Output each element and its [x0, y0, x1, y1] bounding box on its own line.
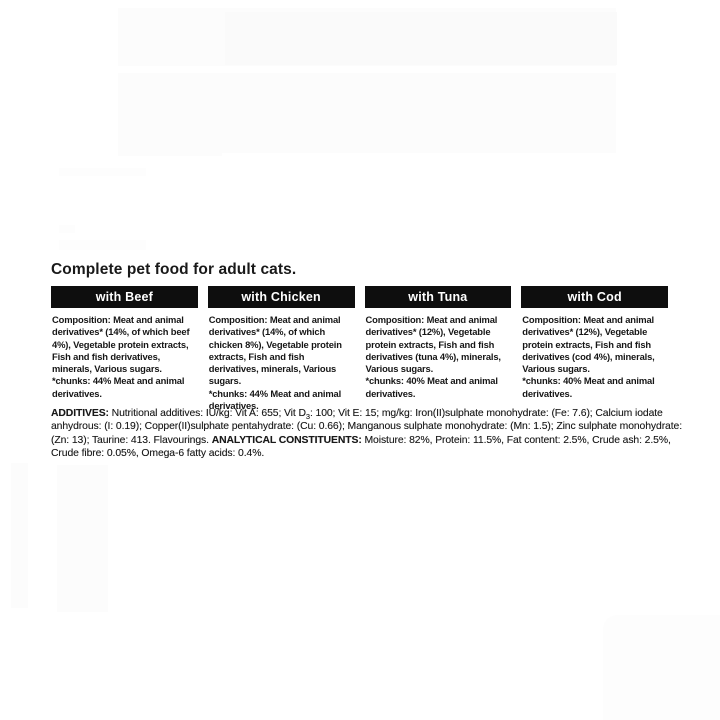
chunks-label: *chunks: — [208, 387, 248, 399]
composition-paragraph — [52, 314, 197, 400]
faded-packshot-artifact — [59, 225, 75, 233]
composition-paragraph — [366, 314, 511, 400]
composition-label: Composition: — [52, 314, 111, 325]
variant-header-beef — [51, 286, 198, 308]
faded-packshot-artifact — [57, 465, 108, 612]
chunks-line — [366, 375, 511, 400]
composition-paragraph — [522, 314, 667, 400]
composition-body: Meat and animal derivatives* (12%), Vegetable protein extracts, Fish and fish derivatives (tuna 4%), minerals, Various sugars. — [365, 314, 501, 375]
chunks-label: *chunks: — [365, 375, 404, 387]
composition-label: Composition: — [208, 314, 268, 325]
analytical-constituents-body: Moisture: 82%, Protein: 11.5%, Fat content: 2.5%, Crude ash: 2.5%, Crude fibre: 0.05%, Omega-6 fatty acids: 0.4%. — [51, 434, 671, 459]
chunks-body: 40% Meat and animal derivatives. — [522, 375, 655, 399]
composition-body: Meat and animal derivatives* (14%, of which beef 4%), Vegetable protein extracts, Fish and fish derivatives, minerals, Various sugars. — [52, 314, 190, 375]
composition-paragraph — [209, 314, 354, 412]
vit-d3-subscript: 3 — [305, 412, 310, 422]
faded-packshot-artifact — [59, 240, 146, 250]
page-title: Complete pet food for adult cats. — [51, 261, 297, 278]
additives-label: ADDITIVES: — [51, 408, 109, 419]
chunks-label: *chunks: — [52, 375, 91, 387]
composition-label: Composition: — [365, 314, 425, 325]
variant-header-label: with Chicken — [241, 290, 321, 304]
variant-header-chicken — [208, 286, 355, 308]
faded-packshot-artifact — [11, 463, 28, 608]
variant-header-cod — [521, 286, 668, 308]
variant-header-label: with Beef — [95, 290, 154, 304]
composition-body: Meat and animal derivatives* (12%), Vegetable protein extracts, Fish and fish derivatives (cod 4%), minerals, Various sugars. — [522, 314, 655, 375]
analytical-constituents-label: ANALYTICAL CONSTITUENTS: — [211, 434, 362, 446]
variant-column-tuna — [365, 286, 512, 412]
chunks-line — [52, 375, 197, 400]
additives-paragraph — [51, 407, 682, 460]
faded-packshot-artifact — [603, 615, 720, 720]
faded-packshot-artifact — [225, 12, 617, 65]
chunks-body: 40% Meat and animal derivatives. — [365, 375, 498, 399]
variant-header-label: with Cod — [567, 290, 622, 304]
additives-nutritional-part2: : 100; Vit E: 15; mg/kg: Iron(II)sulphate monohydrate: (Fe: 7.6); Calcium iodate anhydrous: (I: 0.19); Copper(II)sulphate pentahydrate: (Cu: 0.66); Manganous sulphate monohydrate: (Mn: 1.5); Zinc sulphate monohydrate: (Zn: 13); Taurine: 413. Flavourings. — [51, 408, 682, 446]
chunks-line — [522, 375, 667, 400]
chunks-body: 44% Meat and animal derivatives. — [52, 375, 185, 399]
composition-body: Meat and animal derivatives* (14%, of which chicken 8%), Vegetable protein extracts, Fish and fish derivatives, minerals, Various sugars. — [208, 314, 342, 387]
chunks-label: *chunks: — [522, 375, 561, 387]
composition-label: Composition: — [522, 314, 581, 325]
variant-column-cod — [521, 286, 668, 412]
variant-column-chicken — [208, 286, 355, 412]
additives-nutritional-part1: Nutritional additives: IU/kg: Vit A: 655; Vit D — [108, 408, 306, 419]
variant-columns — [51, 286, 668, 412]
faded-packshot-artifact — [118, 140, 222, 156]
variant-column-beef — [51, 286, 198, 412]
variant-header-label: with Tuna — [408, 290, 468, 304]
faded-packshot-artifact — [59, 168, 146, 176]
variant-header-tuna — [365, 286, 512, 308]
chunks-body: 44% Meat and animal derivatives. — [208, 387, 342, 412]
